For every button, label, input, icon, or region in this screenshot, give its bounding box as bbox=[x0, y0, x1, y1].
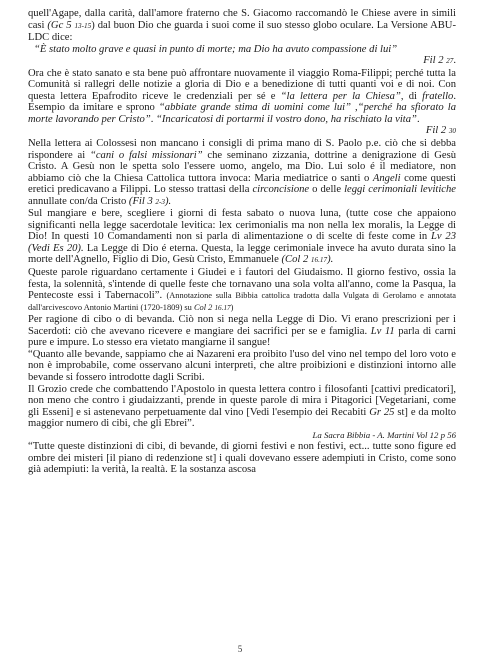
text-run: Fil 2 bbox=[423, 55, 447, 67]
text-run: Nella lettera ai Colossesi non mancano i consigli di prima mano di S. Paolo p.e. ciò che si debba rispondere ai bbox=[28, 138, 456, 161]
document-page bbox=[28, 8, 456, 476]
text-run: parla di carni pure e impure. Lo stesso era vietato mangiarne il sangue! bbox=[28, 325, 456, 349]
text-run: ). bbox=[327, 254, 334, 266]
text-run: “perché ha sfiorato la morte lavorando per Cristo” bbox=[28, 102, 456, 125]
paragraph bbox=[28, 314, 456, 349]
text-run: . bbox=[150, 113, 157, 125]
text-run: “Quanto alle bevande, sappiamo che ai Nazareni era proibito l'uso del vino nel tempo del loro voto e non è improbabile, come osservano alcuni interpreti, che altre proibizioni e distinzioni intorno alle bevande si fossero introdotte dagli Scribi. bbox=[28, 348, 456, 383]
text-run: circoncisione bbox=[252, 184, 310, 196]
text-run: “Tutte queste distinzioni di cibi, di bevande, di giorni festivi e non festivi, ect... tutte sono figure ed ombre dei misteri [il piano di redenzione st] i quali dovevano essere adempiuti in Cristo, come sono già adempiuti: la verità, la realtà. E la sostanza ascosa bbox=[28, 441, 456, 476]
text-run: Per ragione di cibo o di bevanda. Ciò non si nega nella Legge di Dio. Vi erano prescrizioni per i Sacerdoti: ciò che avevano ricevere e mangiare dei sacrifici per se e famiglia. bbox=[28, 314, 456, 337]
text-run: 2-3 bbox=[155, 197, 165, 206]
paragraph bbox=[28, 68, 456, 126]
text-run: st] e da molto maggior numero di cibi, che gli Ebrei”. bbox=[28, 406, 457, 430]
text-run: Gr 25 bbox=[369, 406, 395, 418]
text-run: 16.17 bbox=[214, 303, 231, 312]
text-run: ). bbox=[165, 195, 172, 207]
scripture-reference bbox=[28, 125, 456, 138]
paragraph bbox=[28, 267, 456, 314]
text-run: Lv 23 (Vedi Es 20). bbox=[28, 231, 456, 254]
text-run: ) bbox=[230, 302, 234, 312]
page-number: 5 bbox=[237, 644, 243, 654]
text-run: leggi cerimoniali levitiche bbox=[344, 184, 456, 196]
text-run: Queste parole riguardano certamente i Giudei e i fautori del Giudaismo. Il giorno festivo, ossia la festa, la solennità, s'intende di quelle feste che tornavano una sola volta all'anno, come la Pasqua, la Pentecoste essi i Tabernacoli”. bbox=[28, 267, 456, 302]
text-run: Fil 2 bbox=[425, 125, 449, 137]
quotation-paragraph bbox=[28, 384, 456, 430]
text-run: fratello bbox=[422, 90, 454, 102]
text-run: (Fil 3 bbox=[128, 195, 156, 207]
text-run: annullate con/da Cristo bbox=[28, 195, 129, 207]
text-run: come questi eretici predicavano a Filippi. Lo stesso trattasi della bbox=[28, 172, 456, 196]
text-run: “È stato molto grave e quasi in punto di morte; ma Dio ha avuto compassione di lui” bbox=[34, 43, 398, 55]
text-run: Col 2 bbox=[193, 302, 215, 312]
text-run: “abbiate grande stima di uomini come lui” bbox=[158, 102, 351, 114]
quotation-paragraph bbox=[28, 441, 456, 476]
text-run: (Col 2 bbox=[281, 254, 311, 266]
text-run: quell'Agape, dalla carità, dall'amore fraterno che S. Giacomo raccomandò le Chiese avere in simili casi bbox=[28, 8, 456, 31]
text-run: “la lettera per la Chiesa” bbox=[280, 90, 401, 102]
text-run: , bbox=[350, 102, 358, 114]
text-run: che seminano zizzania, dottrine a denigrazione di Gesù Cristo. A Gesù non le spetta solo l'essere uomo, angelo, ma Dio. Lui solo é il mediatore, non abbiamo ciò che la Chiesa Cattolica tuttora invoca: Maria mediatrice o santi o bbox=[28, 149, 456, 184]
text-run: Angeli bbox=[372, 172, 401, 184]
quotation-paragraph bbox=[28, 349, 456, 384]
text-run: . Esempio da imitare e sprono bbox=[28, 90, 457, 114]
text-run: Lv 11 bbox=[370, 325, 395, 337]
text-run: (Annotazione sulla Bibbia cattolica tradotta dalla Vulgata di Gerolamo e annotata dall'arcivescovo Antonio Martini (1720-1809) su bbox=[28, 291, 456, 312]
scripture-reference bbox=[28, 55, 456, 68]
text-run: , di bbox=[400, 90, 423, 102]
text-run: Sul mangiare e bere, scegliere i giorni di festa sabato o nuova luna, (tutte cose che appaiono significanti nella legge sacerdotale levitica: lex cerimonialis ma non nella lex moralis, la Legge di Dio! In questi 10 Comandamenti non si parla di alimentazione o di scelte di feste come in bbox=[28, 208, 456, 243]
text-run: Il Grozio crede che combattendo l'Apostolo in questa lettera contro i filosofanti [cattivi predicatori], non meno che contro i giudaizzanti, prende in queste parole di mira i Pitagorici [Vegetariani, come gli Esseni] e si astenevano perpetuamente dal vino [Vedi l'esempio dei Recabiti bbox=[28, 383, 456, 418]
text-run: (Gc 5 bbox=[47, 19, 75, 31]
scripture-quote bbox=[28, 44, 456, 56]
text-run: “Incaricatosi di portarmi il vostro dono, ha rischiato la vita” bbox=[156, 113, 417, 125]
text-run: o delle bbox=[309, 184, 345, 196]
text-run: . bbox=[416, 113, 420, 125]
paragraph bbox=[28, 8, 456, 44]
text-run: 30 bbox=[448, 127, 456, 136]
source-citation: La Sacra Bibbia - A. Martini Vol 12 p 56 bbox=[312, 429, 456, 440]
text-run: 27 bbox=[446, 57, 454, 66]
paragraph bbox=[28, 208, 456, 267]
text-run: 16.17 bbox=[310, 256, 328, 265]
text-run: 13-15 bbox=[74, 21, 92, 30]
text-run: Ora che è stato sanato e sta bene può affrontare nuovamente il viaggio Roma-Filippi; perché tutta la Comunità si rallegri delle notizie a gloria di Dio e a benedizione di tutti quanti voi e di noi. Con questa lettera Epafrodito riceve le credenziali per sé e bbox=[28, 67, 456, 102]
text-run: . bbox=[453, 55, 456, 67]
text-run: “cani o falsi missionari” bbox=[89, 149, 203, 161]
text-run: ) dal buon Dio che guarda i suoi come il suo stesso globo oculare. La Versione ABU-LDC dice: bbox=[28, 19, 456, 44]
paragraph bbox=[28, 138, 456, 208]
text-run: La Legge di Dio é eterna. Questa, la legge cerimoniale invece ha avuto durata sino la morte dell'Agnello, Figlio di Dio, Gesù Cristo, Emmanuele bbox=[28, 242, 456, 266]
